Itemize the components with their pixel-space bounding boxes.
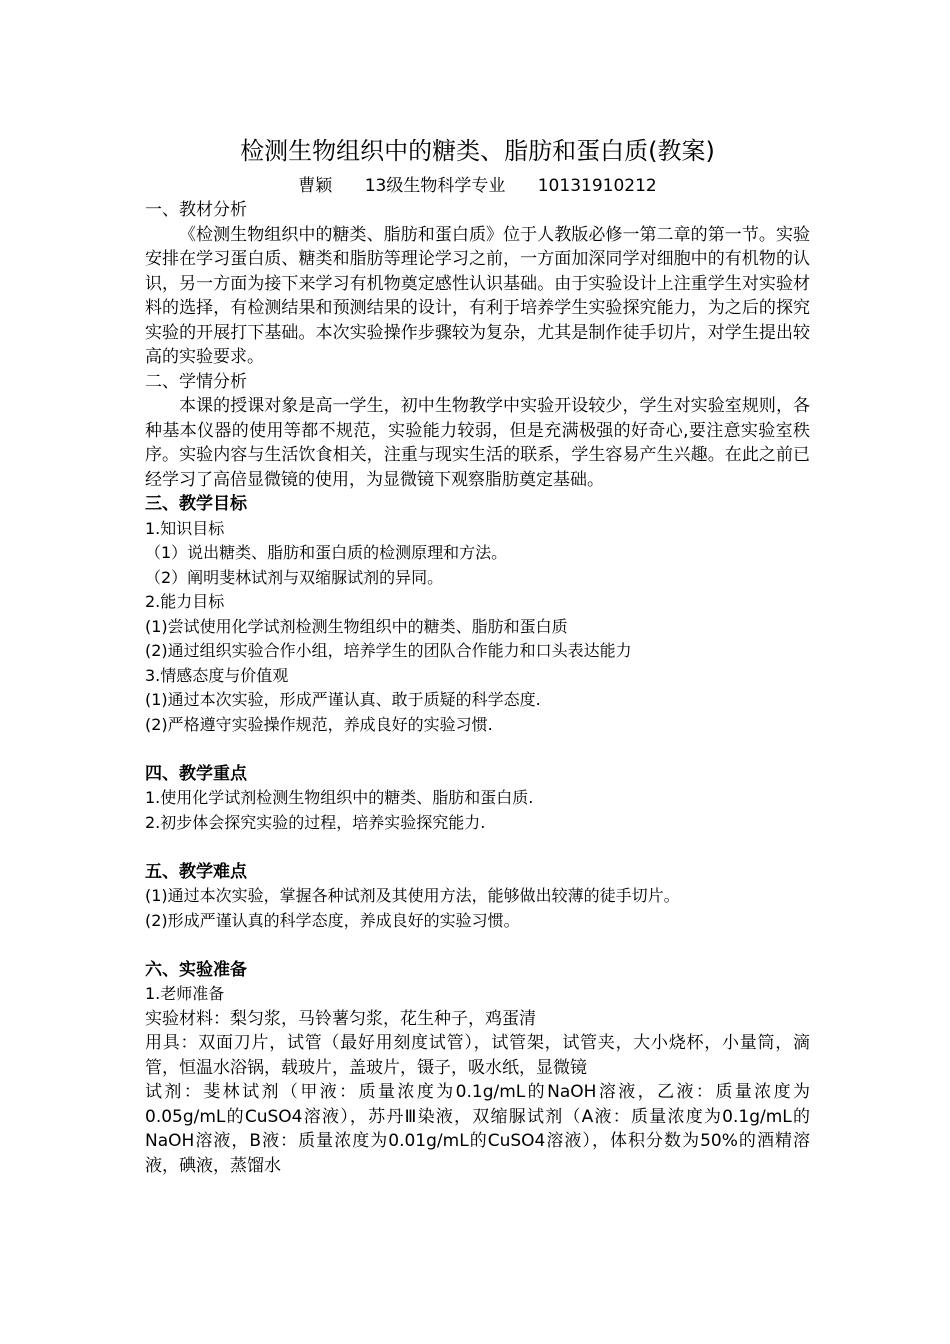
- materials-line: 实验材料：梨匀浆，马铃薯匀浆，花生种子，鸡蛋清: [145, 1008, 536, 1029]
- student-analysis-paragraph: 本课的授课对象是高一学生，初中生物教学中实验开设较少，学生对实验室规则，各种基本仪器的使用等都不规范，实验能力较弱，但是充满极强的好奇心,要注意实验室秩序。实验内容与生活饮食相关，注重与现实生活的联系，学生容易产生兴趣。在此之前已经学习了高倍显微镜的使用，为显微镜下观察脂肪奠定基础。: [145, 396, 810, 490]
- list-item: 1.使用化学试剂检测生物组织中的糖类、脂肪和蛋白质.: [145, 788, 534, 807]
- list-item: (1)通过本次实验，掌握各种试剂及其使用方法，能够做出较薄的徒手切片。: [145, 886, 680, 905]
- knowledge-goals-title: 1.知识目标: [145, 518, 225, 538]
- list-item: (1)尝试使用化学试剂检测生物组织中的糖类、脂肪和蛋白质: [145, 616, 568, 636]
- list-item: (2)严格遵守实验操作规范，养成良好的实验习惯.: [145, 714, 493, 734]
- teacher-preparation-title: 1.老师准备: [145, 984, 225, 1003]
- emotion-goals-title: 3.情感态度与价值观: [145, 665, 289, 685]
- section-heading-student-analysis: 二、学情分析: [145, 371, 247, 392]
- spacer: [145, 933, 810, 958]
- list-item: （2）阐明斐林试剂与双缩脲试剂的异同。: [145, 567, 444, 587]
- section-heading-preparation: 六、实验准备: [145, 959, 247, 980]
- spacer: [145, 737, 810, 762]
- list-item: (2)形成严谨认真的科学态度，养成良好的实验习惯。: [145, 910, 520, 930]
- list-item: 2.初步体会探究实验的过程，培养实验探究能力.: [145, 812, 486, 832]
- document-title: 检测生物组织中的糖类、脂肪和蛋白质(教案): [240, 137, 715, 165]
- section-heading-difficulties: 五、教学难点: [145, 861, 247, 882]
- section-heading-textbook-analysis: 一、教材分析: [145, 200, 247, 220]
- tools-paragraph: 用具：双面刀片，试管（最好用刻度试管），试管架，试管夹，大小烧杯，小量筒，滴管，恒温水浴锅，载玻片，盖玻片，镊子，吸水纸，显微镜: [145, 1033, 810, 1078]
- document-page: [145, 128, 810, 1178]
- list-item: (2)通过组织实验合作小组，培养学生的团队合作能力和口头表达能力: [145, 641, 632, 660]
- section-heading-key-points: 四、教学重点: [145, 763, 247, 784]
- section-heading-teaching-goals: 三、教学目标: [145, 494, 247, 514]
- reagents-paragraph: 试剂：斐林试剂（甲液：质量浓度为0.1g/mL的NaOH溶液，乙液：质量浓度为0.05g/mL的CuSO4溶液），苏丹Ⅲ染液，双缩脲试剂（A液：质量浓度为0.1g/mL的NaOH溶液，B液：质量浓度为0.01g/mL的CuSO4溶液），体积分数为50%的酒精溶液，碘液，蒸馏水: [145, 1082, 810, 1176]
- author-line: 曹颖 13级生物科学专业 10131910212: [298, 176, 657, 196]
- textbook-analysis-paragraph: 《检测生物组织中的糖类、脂肪和蛋白质》位于人教版必修一第二章的第一节。实验安排在学习蛋白质、糖类和脂肪等理论学习之前，一方面加深同学对细胞中的有机物的认识，另一方面为接下来学习有机物奠定感性认识基础。由于实验设计上注重学生对实验材料的选择，有检测结果和预测结果的设计，有利于培养学生实验探究能力，为之后的探究实验的开展打下基础。本次实验操作步骤较为复杂，尤其是制作徒手切片，对学生提出较高的实验要求。: [145, 224, 810, 367]
- spacer: [145, 835, 810, 860]
- ability-goals-title: 2.能力目标: [145, 592, 225, 611]
- list-item: (1)通过本次实验，形成严谨认真、敢于质疑的科学态度.: [145, 690, 541, 709]
- list-item: （1）说出糖类、脂肪和蛋白质的检测原理和方法。: [145, 543, 508, 562]
